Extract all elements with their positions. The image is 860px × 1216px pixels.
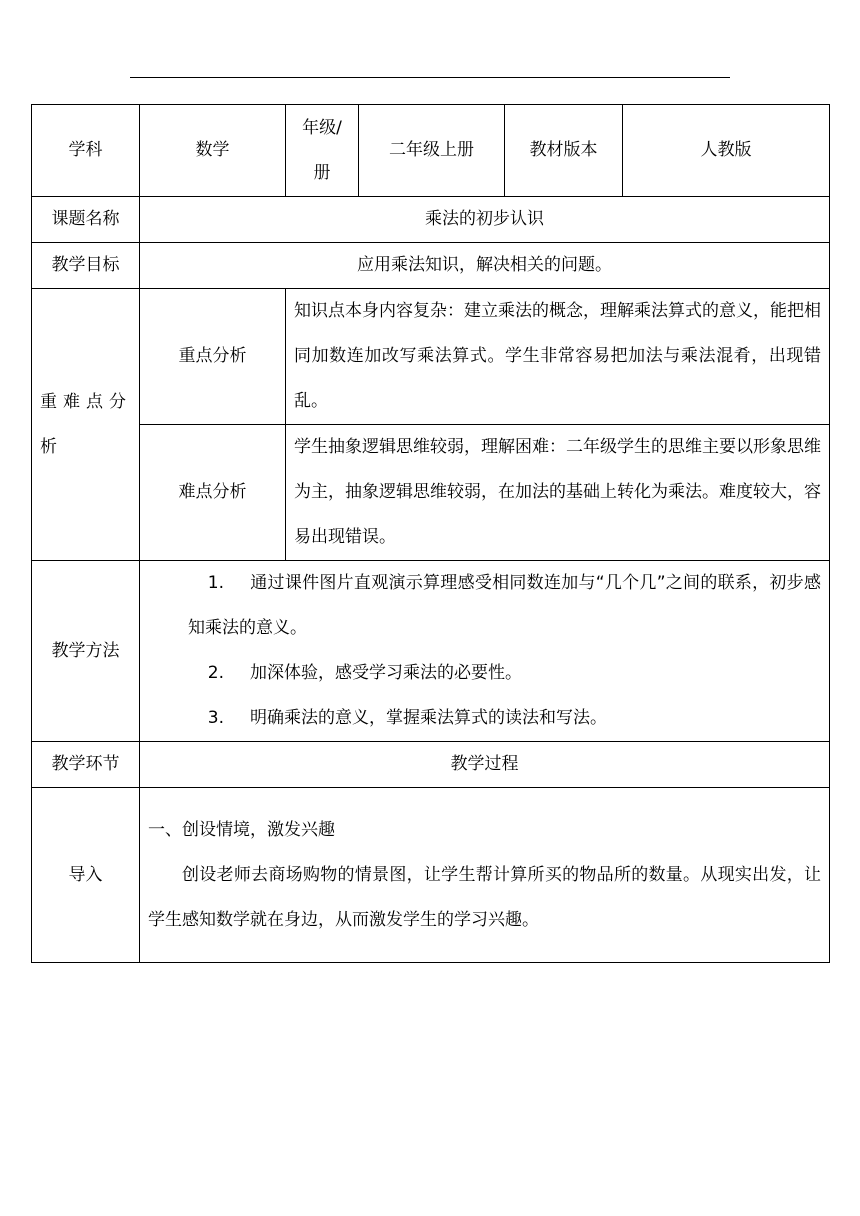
difficult-analysis-label: 难点分析 <box>140 425 286 561</box>
intro-label: 导入 <box>32 788 140 963</box>
subject-label: 学科 <box>32 105 140 197</box>
goal-value: 应用乘法知识，解决相关的问题。 <box>140 243 830 289</box>
edition-label: 教材版本 <box>505 105 623 197</box>
subject-value: 数学 <box>140 105 286 197</box>
header-row <box>32 105 830 197</box>
method-number: 1. <box>207 573 224 593</box>
method-number: 3. <box>207 708 224 728</box>
method-text: 明确乘法的意义，掌握乘法算式的读法和写法。 <box>250 708 607 728</box>
difficult-analysis-text: 学生抽象逻辑思维较弱，理解困难：二年级学生的思维主要以形象思维为主，抽象逻辑思维较弱，在加法的基础上转化为乘法。难度较大，容易出现错误。 <box>286 425 830 561</box>
methods-label: 教学方法 <box>32 561 140 742</box>
process-header-row <box>32 742 830 788</box>
header-rule <box>130 77 730 78</box>
method-text: 通过课件图片直观演示算理感受相同数连加与“几个几”之间的联系，初步感知乘法的意义。 <box>188 573 821 638</box>
method-item <box>148 561 821 651</box>
intro-content <box>140 788 830 963</box>
method-item <box>148 696 821 741</box>
topic-label: 课题名称 <box>32 197 140 243</box>
method-item <box>148 651 821 696</box>
intro-heading: 一、创设情境，激发兴趣 <box>148 819 335 840</box>
process-stage-label: 教学环节 <box>32 742 140 788</box>
key-analysis-row <box>32 289 830 425</box>
intro-row <box>32 788 830 963</box>
method-text: 加深体验，感受学习乘法的必要性。 <box>250 663 522 683</box>
intro-text: 创设老师去商场购物的情景图，让学生帮计算所买的物品所的数量。从现实出发，让学生感知数学就在身边，从而激发学生的学习兴趣。 <box>148 864 821 930</box>
key-analysis-label: 重点分析 <box>140 289 286 425</box>
process-content-label: 教学过程 <box>140 742 830 788</box>
analysis-label: 重难点分析 <box>32 289 140 561</box>
methods-list <box>140 561 830 742</box>
key-analysis-text: 知识点本身内容复杂：建立乘法的概念，理解乘法算式的意义，能把相同加数连加改写乘法算式。学生非常容易把加法与乘法混肴，出现错乱。 <box>286 289 830 425</box>
topic-row <box>32 197 830 243</box>
grade-label: 年级/册 <box>286 105 359 197</box>
grade-value: 二年级上册 <box>359 105 505 197</box>
topic-value: 乘法的初步认识 <box>140 197 830 243</box>
method-number: 2. <box>207 663 224 683</box>
methods-row <box>32 561 830 742</box>
difficult-analysis-row <box>32 425 830 561</box>
goal-label: 教学目标 <box>32 243 140 289</box>
goal-row <box>32 243 830 289</box>
lesson-plan-table <box>31 104 830 963</box>
edition-value: 人教版 <box>623 105 830 197</box>
